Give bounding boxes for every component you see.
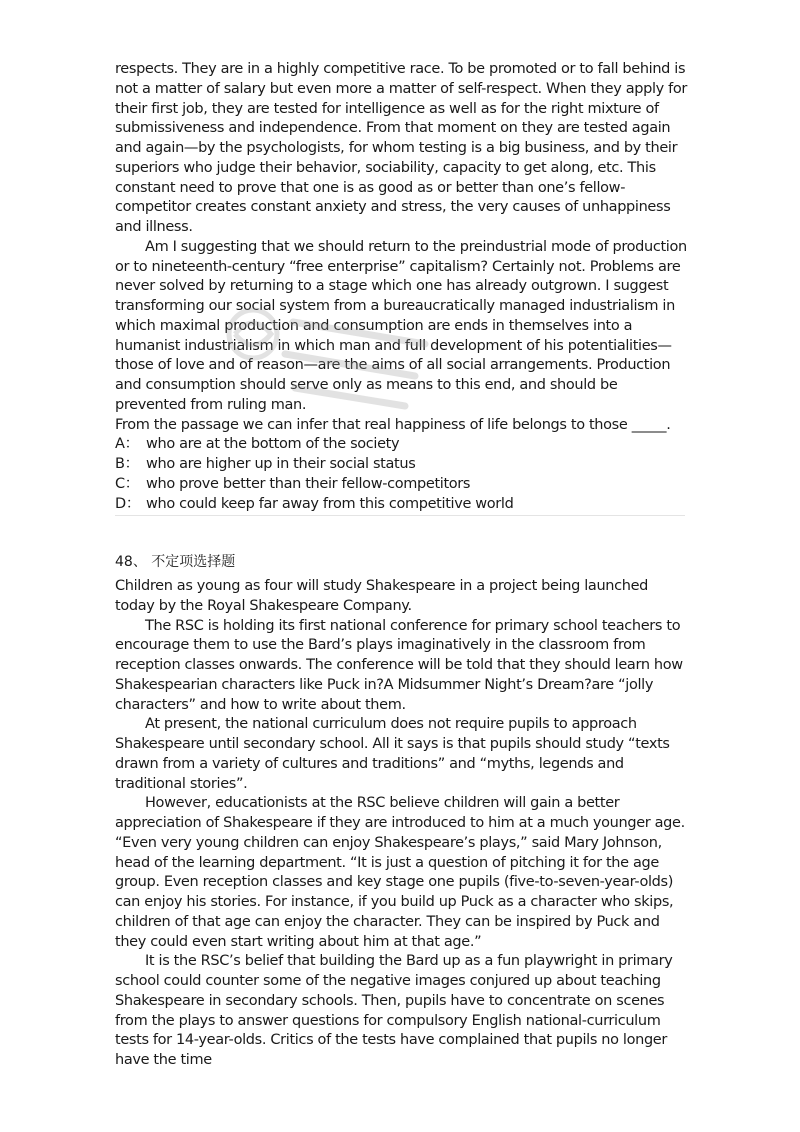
- option-text: who are higher up in their social status: [146, 456, 416, 472]
- option-d[interactable]: [115, 495, 690, 515]
- passage-paragraph: Am I suggesting that we should return to the preindustrial mode of production or to nineteenth-century “free enterprise” capitalism? Certainly not. Problems are never solved by returning to a stage which one has already outgrown. I suggest transforming our social system from a bureaucratically managed industrialism in which maximal production and consumption are ends in themselves into a humanist industrialism in which man and full development of his potentialities—those of love and of reason—are the aims of all social arrangements. Production and consumption should serve only as means to this end, and should be prevented from ruling man.: [115, 238, 687, 413]
- option-label: D：: [115, 495, 140, 512]
- question-stem: From the passage we can infer that real happiness of life belongs to those _____.: [115, 416, 671, 433]
- option-text: who prove better than their fellow-competitors: [146, 475, 471, 492]
- section-divider: [115, 515, 685, 516]
- passage-paragraph: respects. They are in a highly competitive race. To be promoted or to fall behind is not a matter of salary but even more a matter of self-respect. When they apply for their first job, they are tested for intelligence as well as for the right mixture of submissiveness and independence. From that moment on they are tested again and again—by the psychologists, for whom testing is a big business, and by their superiors who judge their behavior, sociability, capacity to get along, etc. This constant need to prove that one is as good as or better than one’s fellow-competitor creates constant anxiety and stress, the very causes of unhappiness and illness.: [115, 61, 687, 235]
- passage-paragraph: Children as young as four will study Shakespeare in a project being launched today by the Royal Shakespeare Company.: [115, 578, 649, 614]
- option-b[interactable]: [115, 455, 690, 475]
- option-label: B：: [115, 456, 139, 472]
- question-47-block: [115, 60, 690, 514]
- passage-paragraph: At present, the national curriculum does not require pupils to approach Shakespeare until secondary school. All it says is that pupils should study “texts drawn from a variety of cultures and traditions” and “myths, legends and traditional stories”.: [115, 716, 670, 792]
- option-a[interactable]: [115, 435, 690, 455]
- question-48-block: [115, 577, 690, 1071]
- option-text: who could keep far away from this competitive world: [146, 495, 514, 512]
- passage-paragraph: However, educationists at the RSC believe children will gain a better appreciation of Shakespeare if they are introduced to him at a much younger age. “Even very young children can enjoy Shakespeare’s plays,” said Mary Johnson, head of the learning department. “It is just a question of pitching it for the age group. Even reception classes and key stage one pupils (five-to-seven-year-olds) can enjoy his stories. For instance, if you build up Puck as a character who skips, children of that age can enjoy the character. They can be inspired by Puck and they could even start writing about him at that age.”: [115, 795, 685, 950]
- question-48-heading: 48、 不定项选择题: [115, 554, 236, 570]
- option-text: who are at the bottom of the society: [146, 436, 400, 453]
- option-label: C：: [115, 475, 139, 492]
- option-c[interactable]: [115, 475, 690, 495]
- passage-paragraph: The RSC is holding its first national conference for primary school teachers to encourage them to use the Bard’s plays imaginatively in the classroom from reception classes onwards. The conference will be told that they should learn how Shakespearian characters like Puck in?A Midsummer Night’s Dream?are “jolly characters” and how to write about them.: [115, 617, 683, 713]
- option-label: A：: [115, 436, 139, 453]
- passage-paragraph: It is the RSC’s belief that building the Bard up as a fun playwright in primary school could counter some of the negative images conjured up about teaching Shakespeare in secondary schools. Then, pupils have to concentrate on scenes from the plays to answer questions for compulsory English national-curriculum tests for 14-year-olds. Critics of the tests have complained that pupils no longer have the time: [115, 953, 673, 1068]
